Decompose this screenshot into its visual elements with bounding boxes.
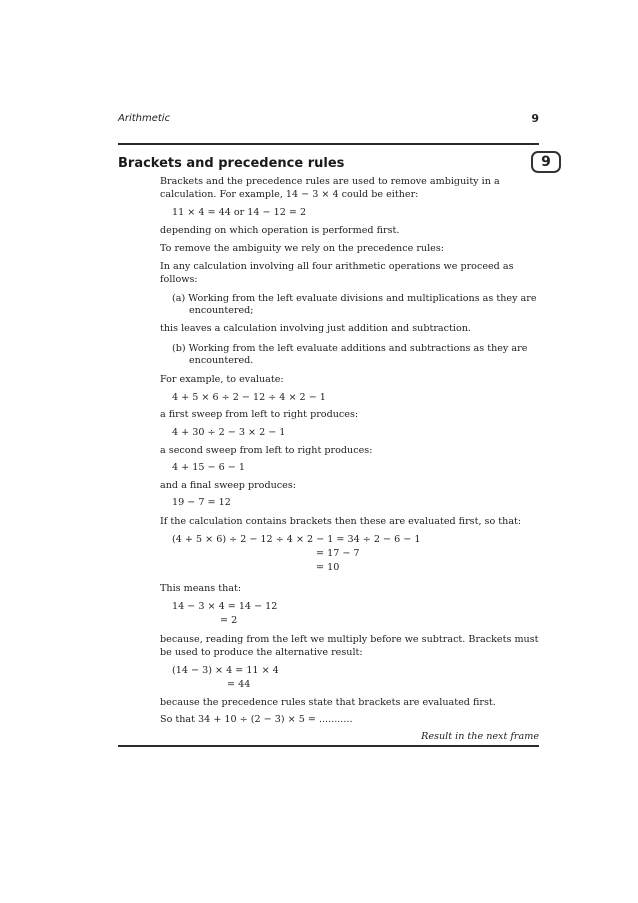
equation-brackets-line-3: = 10	[316, 562, 340, 573]
equation-alternative-line-2: = 44	[227, 679, 251, 690]
frame-number-badge: 9	[531, 151, 561, 173]
equation-without-brackets-line-1: 14 − 3 × 4 = 14 − 12	[172, 601, 278, 612]
paragraph-final-sweep: and a final sweep produces:	[160, 480, 296, 491]
paragraph-because-precedence: because the precedence rules state that brackets are evaluated first.	[160, 697, 496, 708]
page-number: 9	[531, 112, 539, 125]
paragraph-brackets-first: If the calculation contains brackets then these are evaluated first, so that:	[160, 516, 522, 527]
chapter-name: Arithmetic	[118, 113, 171, 124]
paragraph-because-reading-line-2: be used to produce the alternative result:	[160, 647, 363, 658]
paragraph-for-example: For example, to evaluate:	[160, 374, 284, 385]
running-head	[118, 113, 539, 129]
paragraph-first-sweep: a first sweep from left to right produces:	[160, 409, 359, 420]
next-frame-note: Result in the next frame	[421, 731, 539, 742]
equation-brackets-line-1: (4 + 5 × 6) ÷ 2 − 12 ÷ 4 × 2 − 1 = 34 ÷ 2 − 6 − 1	[172, 534, 421, 545]
paragraph-four-operations-line-2: follows:	[160, 274, 198, 285]
equation-final-sweep: 19 − 7 = 12	[172, 497, 231, 508]
section-title: Brackets and precedence rules	[118, 156, 345, 171]
top-rule	[118, 143, 539, 145]
equation-without-brackets-line-2: = 2	[220, 615, 238, 626]
rule-a-line-1: (a) Working from the left evaluate divisions and multiplications as they are	[172, 293, 537, 304]
equation-first-sweep: 4 + 30 ÷ 2 − 3 × 2 − 1	[172, 427, 286, 438]
exercise-question: So that 34 + 10 ÷ (2 − 3) × 5 = ...........	[160, 714, 353, 725]
paragraph-this-means: This means that:	[160, 583, 242, 594]
paragraph-intro-line-2: calculation. For example, 14 − 3 × 4 could be either:	[160, 189, 419, 200]
equation-alternative-line-1: (14 − 3) × 4 = 11 × 4	[172, 665, 279, 676]
paragraph-remove-ambiguity: To remove the ambiguity we rely on the precedence rules:	[160, 243, 444, 254]
paragraph-four-operations-line-1: In any calculation involving all four arithmetic operations we proceed as	[160, 261, 514, 272]
rule-a-line-2: encountered;	[189, 305, 254, 316]
paragraph-second-sweep: a second sweep from left to right produces:	[160, 445, 373, 456]
paragraph-intro-line-1: Brackets and the precedence rules are used to remove ambiguity in a	[160, 176, 500, 187]
equation-either: 11 × 4 = 44 or 14 − 12 = 2	[172, 207, 307, 218]
equation-brackets-line-2: = 17 − 7	[316, 548, 360, 559]
rule-b-line-1: (b) Working from the left evaluate additions and subtractions as they are	[172, 343, 528, 354]
paragraph-depending: depending on which operation is performed first.	[160, 225, 400, 236]
equation-second-sweep: 4 + 15 − 6 − 1	[172, 462, 245, 473]
equation-original: 4 + 5 × 6 ÷ 2 − 12 ÷ 4 × 2 − 1	[172, 392, 326, 403]
paragraph-leaves-calculation: this leaves a calculation involving just addition and subtraction.	[160, 323, 471, 334]
bottom-rule	[118, 745, 539, 747]
rule-b-line-2: encountered.	[189, 355, 254, 366]
paragraph-because-reading-line-1: because, reading from the left we multiply before we subtract. Brackets must	[160, 634, 539, 645]
